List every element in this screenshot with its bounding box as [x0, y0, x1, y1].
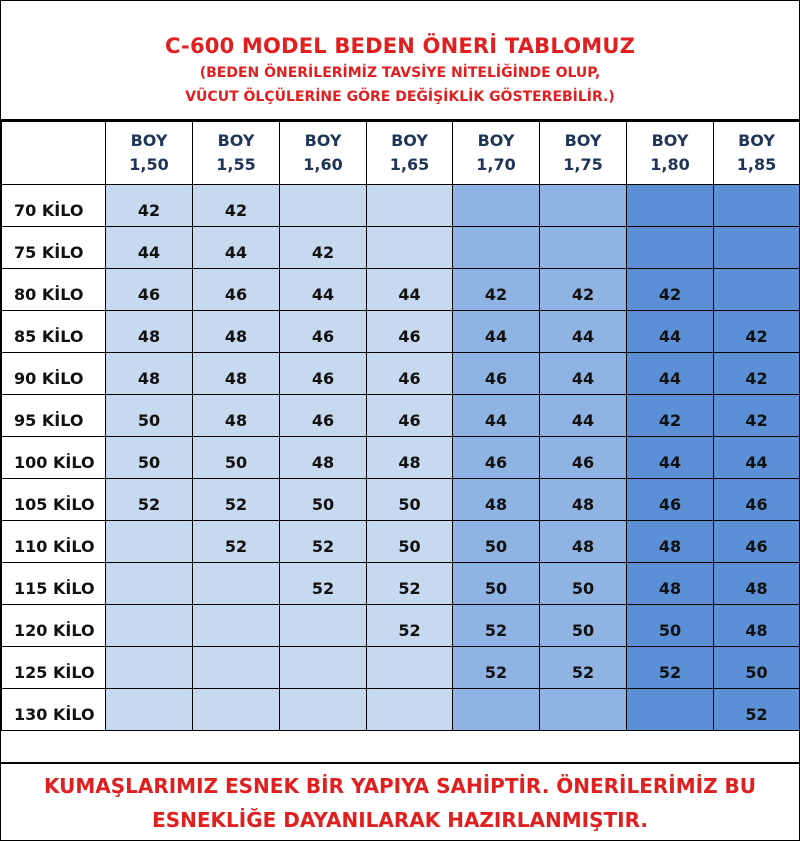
- size-cell: 46: [367, 353, 453, 395]
- size-cell: 48: [193, 353, 280, 395]
- chart-title: C-600 MODEL BEDEN ÖNERİ TABLOMUZ: [164, 34, 636, 58]
- size-cell: 50: [106, 437, 193, 479]
- size-cell: 50: [280, 479, 367, 521]
- size-cell: 48: [106, 353, 193, 395]
- size-cell: 44: [627, 353, 714, 395]
- table-row: [2, 563, 800, 605]
- size-cell: 48: [193, 395, 280, 437]
- column-header: [453, 122, 540, 185]
- column-header-label: BOY: [130, 131, 168, 150]
- size-cell: 52: [714, 689, 800, 731]
- size-cell: 52: [627, 647, 714, 689]
- column-header-label: BOY: [304, 131, 342, 150]
- size-cell: 48: [453, 479, 540, 521]
- size-cell: 44: [540, 395, 627, 437]
- row-label-kilo: 95 KİLO: [2, 395, 106, 437]
- row-label-kilo: 75 KİLO: [2, 227, 106, 269]
- row-label-kilo: 130 KİLO: [2, 689, 106, 731]
- table-corner-cell: [2, 122, 106, 185]
- column-header-label: BOY: [651, 131, 689, 150]
- row-label-kilo: 90 KİLO: [2, 353, 106, 395]
- size-cell: 48: [627, 563, 714, 605]
- size-cell: [193, 689, 280, 731]
- size-cell: [106, 605, 193, 647]
- table-row: [2, 395, 800, 437]
- size-cell: 46: [193, 269, 280, 311]
- size-cell: 46: [453, 437, 540, 479]
- row-label-kilo: 125 KİLO: [2, 647, 106, 689]
- size-cell: 44: [540, 311, 627, 353]
- column-header-value: 1,55: [216, 155, 256, 174]
- row-label-kilo: 120 KİLO: [2, 605, 106, 647]
- size-cell: 44: [106, 227, 193, 269]
- column-header-value: 1,50: [129, 155, 169, 174]
- size-cell: 42: [453, 269, 540, 311]
- size-cell: 46: [540, 437, 627, 479]
- size-cell: 52: [193, 479, 280, 521]
- size-cell: 46: [280, 311, 367, 353]
- size-cell: 50: [106, 395, 193, 437]
- table-row: [2, 353, 800, 395]
- size-cell: 52: [453, 605, 540, 647]
- size-cell: [106, 563, 193, 605]
- size-cell: 44: [453, 311, 540, 353]
- size-cell: 48: [280, 437, 367, 479]
- size-cell: [453, 689, 540, 731]
- size-cell: 48: [193, 311, 280, 353]
- size-cell: 50: [627, 605, 714, 647]
- row-label-kilo: 70 KİLO: [2, 185, 106, 227]
- column-header-label: BOY: [738, 131, 775, 150]
- size-cell: 52: [367, 605, 453, 647]
- column-header: [540, 122, 627, 185]
- size-cell: 46: [367, 395, 453, 437]
- size-cell: 50: [540, 563, 627, 605]
- size-cell: 44: [714, 437, 800, 479]
- size-cell: [453, 185, 540, 227]
- row-label-kilo: 100 KİLO: [2, 437, 106, 479]
- size-cell: 46: [367, 311, 453, 353]
- size-cell: 44: [627, 437, 714, 479]
- table-row: [2, 437, 800, 479]
- column-header-label: BOY: [564, 131, 602, 150]
- size-cell: 50: [453, 521, 540, 563]
- size-cell: [193, 605, 280, 647]
- size-cell: 42: [714, 353, 800, 395]
- chart-note-line-1: (BEDEN ÖNERİLERİMİZ TAVSİYE NİTELİĞİNDE OLUP,: [199, 65, 601, 81]
- size-cell: [367, 227, 453, 269]
- table-row: [2, 689, 800, 731]
- footer-line-1: KUMAŞLARIMIZ ESNEK BİR YAPIYA SAHİPTİR. ÖNERİLERİMİZ BU: [43, 774, 757, 798]
- row-label-kilo: 85 KİLO: [2, 311, 106, 353]
- size-cell: 52: [280, 563, 367, 605]
- size-cell: 42: [193, 185, 280, 227]
- size-table: [1, 121, 800, 731]
- size-cell: 50: [193, 437, 280, 479]
- size-cell: 48: [714, 563, 800, 605]
- size-cell: [540, 689, 627, 731]
- column-header-label: BOY: [217, 131, 255, 150]
- size-cell: [280, 605, 367, 647]
- column-header-value: 1,60: [303, 155, 343, 174]
- column-header: [106, 122, 193, 185]
- size-cell: 44: [367, 269, 453, 311]
- size-cell: 52: [193, 521, 280, 563]
- size-cell: [280, 647, 367, 689]
- size-cell: [367, 185, 453, 227]
- size-cell: 42: [540, 269, 627, 311]
- column-header-label: BOY: [391, 131, 428, 150]
- table-row: [2, 269, 800, 311]
- size-cell: 48: [714, 605, 800, 647]
- size-cell: 50: [453, 563, 540, 605]
- size-cell: 46: [714, 521, 800, 563]
- size-cell: [627, 185, 714, 227]
- size-cell: 44: [627, 311, 714, 353]
- size-cell: 44: [540, 353, 627, 395]
- size-cell: 46: [627, 479, 714, 521]
- size-cell: 42: [106, 185, 193, 227]
- size-cell: [627, 689, 714, 731]
- size-cell: 46: [714, 479, 800, 521]
- size-cell: [106, 647, 193, 689]
- size-cell: 42: [627, 269, 714, 311]
- size-cell: 52: [280, 521, 367, 563]
- column-header-value: 1,70: [476, 155, 516, 174]
- row-label-kilo: 105 KİLO: [2, 479, 106, 521]
- size-cell: 50: [540, 605, 627, 647]
- size-cell: 46: [453, 353, 540, 395]
- size-cell: [367, 689, 453, 731]
- size-cell: [193, 647, 280, 689]
- size-cell: 44: [280, 269, 367, 311]
- size-cell: 50: [367, 521, 453, 563]
- size-cell: 42: [714, 395, 800, 437]
- size-cell: 42: [280, 227, 367, 269]
- size-cell: 44: [193, 227, 280, 269]
- column-header-value: 1,75: [563, 155, 603, 174]
- size-cell: [106, 521, 193, 563]
- row-label-kilo: 80 KİLO: [2, 269, 106, 311]
- size-cell: 52: [106, 479, 193, 521]
- column-header: [627, 122, 714, 185]
- size-cell: 42: [714, 311, 800, 353]
- table-header-row: [2, 122, 800, 185]
- column-header: [280, 122, 367, 185]
- size-cell: 50: [714, 647, 800, 689]
- chart-footer: [1, 762, 799, 840]
- table-body: [2, 185, 800, 731]
- size-cell: [367, 647, 453, 689]
- size-cell: 48: [367, 437, 453, 479]
- table-row: [2, 605, 800, 647]
- chart-header: [1, 1, 799, 121]
- column-header: [714, 122, 800, 185]
- size-cell: 48: [540, 479, 627, 521]
- row-label-kilo: 110 KİLO: [2, 521, 106, 563]
- row-label-kilo: 115 KİLO: [2, 563, 106, 605]
- size-cell: [280, 689, 367, 731]
- size-cell: [627, 227, 714, 269]
- column-header-value: 1,85: [736, 155, 777, 174]
- size-cell: 46: [280, 395, 367, 437]
- table-row: [2, 227, 800, 269]
- table-row: [2, 185, 800, 227]
- size-cell: 52: [540, 647, 627, 689]
- size-cell: [714, 269, 800, 311]
- column-header-label: BOY: [477, 131, 515, 150]
- table-row: [2, 311, 800, 353]
- size-cell: [540, 227, 627, 269]
- column-header: [193, 122, 280, 185]
- size-cell: [453, 227, 540, 269]
- table-row: [2, 479, 800, 521]
- size-cell: [280, 185, 367, 227]
- size-cell: 48: [106, 311, 193, 353]
- size-cell: 46: [280, 353, 367, 395]
- column-header-value: 1,80: [650, 155, 690, 174]
- size-cell: 42: [627, 395, 714, 437]
- size-cell: [193, 563, 280, 605]
- table-row: [2, 647, 800, 689]
- size-cell: 48: [540, 521, 627, 563]
- size-cell: [106, 689, 193, 731]
- size-cell: 52: [453, 647, 540, 689]
- size-cell: [540, 185, 627, 227]
- size-cell: 48: [627, 521, 714, 563]
- size-cell: 46: [106, 269, 193, 311]
- size-cell: 52: [367, 563, 453, 605]
- table-row: [2, 521, 800, 563]
- size-cell: [714, 227, 800, 269]
- size-cell: [714, 185, 800, 227]
- size-cell: 50: [367, 479, 453, 521]
- footer-line-2: ESNEKLİĞE DAYANILARAK HAZIRLANMIŞTIR.: [152, 808, 648, 832]
- column-header-value: 1,65: [389, 155, 430, 174]
- size-cell: 44: [453, 395, 540, 437]
- chart-note-line-2: VÜCUT ÖLÇÜLERİNE GÖRE DEĞİŞİKLİK GÖSTEREBİLİR.): [185, 89, 615, 105]
- column-header: [367, 122, 453, 185]
